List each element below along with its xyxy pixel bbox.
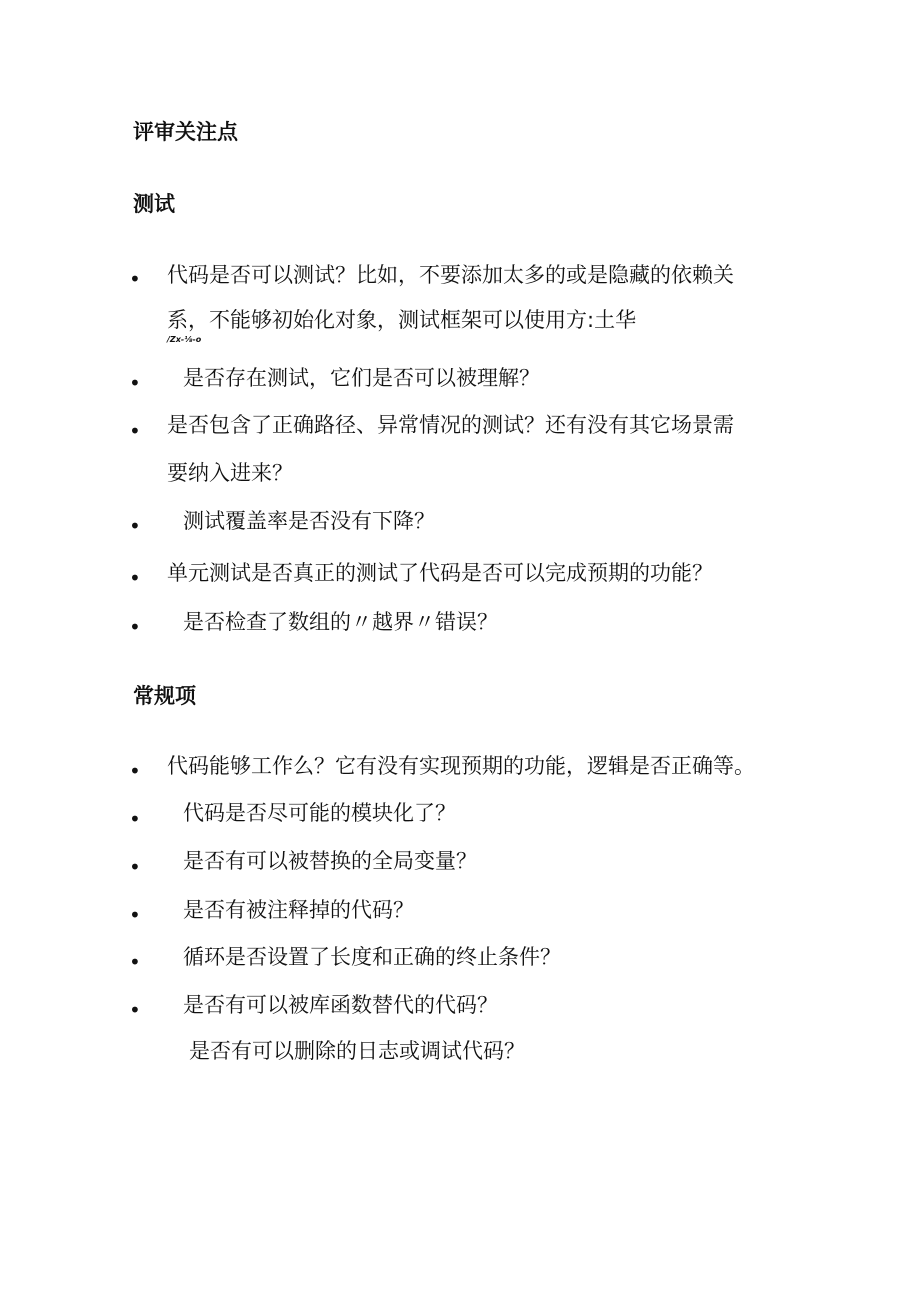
- bullet-icon: •: [129, 566, 141, 590]
- bullet-icon: •: [129, 371, 141, 395]
- section-heading-testing: 测试: [133, 192, 175, 216]
- list-item-text: 系，不能够初始化对象，测试框架可以使用方:土华: [167, 308, 637, 332]
- bullet-icon: •: [129, 950, 141, 974]
- bullet-icon: •: [129, 419, 141, 443]
- list-item-text: 单元测试是否真正的测试了代码是否可以完成预期的功能？: [167, 561, 713, 585]
- bullet-icon: •: [129, 807, 141, 831]
- list-item-text: 是否存在测试，它们是否可以被理解？: [183, 366, 540, 390]
- ocr-artifact-text: /Zx-⅛-o: [167, 335, 202, 344]
- list-item-text: 是否检查了数组的〃越界〃错误？: [183, 610, 498, 634]
- list-item-text: 是否有可以删除的日志或调试代码？: [189, 1039, 525, 1063]
- bullet-icon: •: [129, 855, 141, 879]
- list-item-text: 是否包含了正确路径、异常情况的测试？还有没有其它场景需: [167, 413, 734, 437]
- bullet-icon: •: [129, 615, 141, 639]
- bullet-icon: •: [129, 759, 141, 783]
- list-item-text: 代码是否尽可能的模块化了？: [183, 801, 456, 825]
- page-title: 评审关注点: [133, 120, 238, 144]
- list-item-text: 是否有可以被库函数替代的代码？: [183, 993, 498, 1017]
- bullet-icon: •: [129, 903, 141, 927]
- bullet-icon: •: [129, 998, 141, 1022]
- list-item-text: 循环是否设置了长度和正确的终止条件？: [183, 945, 561, 969]
- bullet-icon: •: [129, 514, 141, 538]
- list-item-text: 是否有被注释掉的代码？: [183, 898, 414, 922]
- list-item-text: 是否有可以被替换的全局变量？: [183, 849, 477, 873]
- list-item-text: 代码是否可以测试？比如，不要添加太多的或是隐藏的依赖关: [167, 263, 734, 287]
- section-heading-general: 常规项: [133, 684, 196, 708]
- list-item-text: 要纳入进来？: [167, 461, 293, 485]
- bullet-icon: •: [129, 267, 141, 291]
- list-item-text: 测试覆盖率是否没有下降？: [183, 509, 435, 533]
- list-item-text: 代码能够工作么？它有没有实现预期的功能，逻辑是否正确等。: [167, 754, 755, 778]
